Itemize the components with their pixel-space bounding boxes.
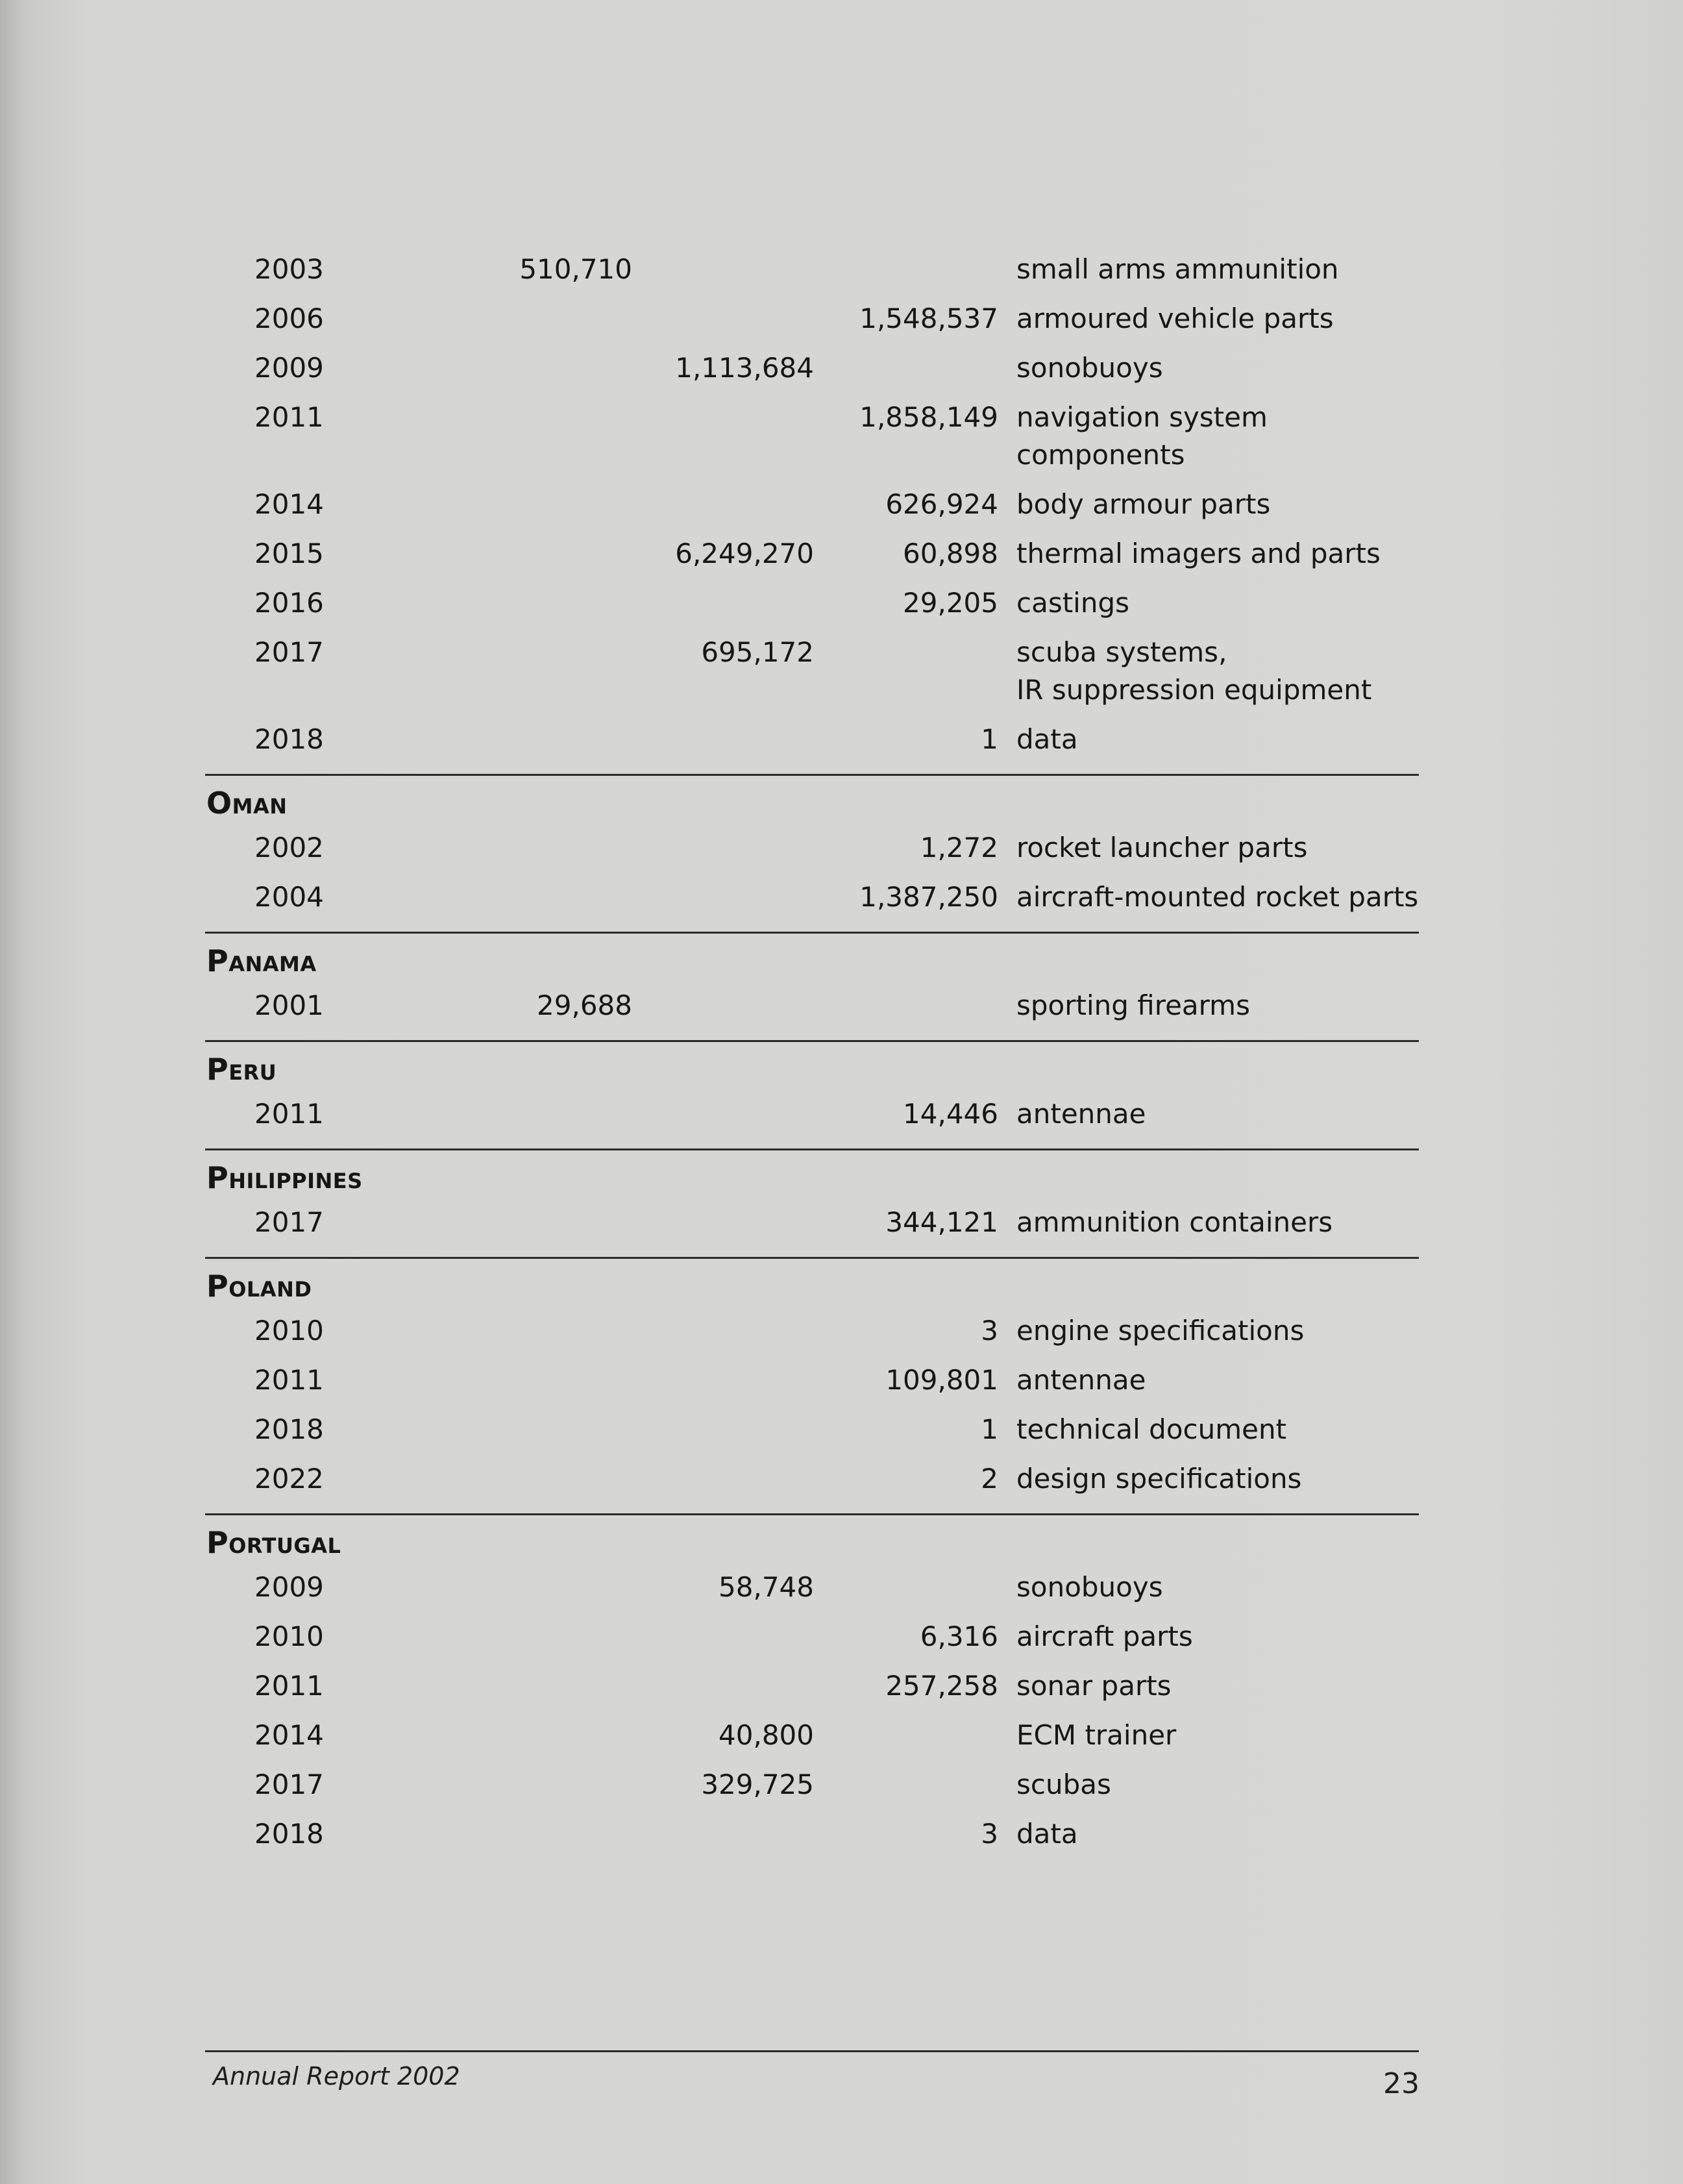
description-cell: rocket launcher parts <box>1016 832 1308 863</box>
table-row <box>205 1713 1419 1762</box>
description-cell: engine specifications <box>1016 1315 1305 1346</box>
footer-title: Annual Report 2002 <box>213 2062 460 2091</box>
table-row <box>205 531 1419 580</box>
table-row <box>205 1663 1419 1713</box>
description-cell: design specifications <box>1016 1463 1302 1495</box>
table-row <box>205 482 1419 531</box>
year-cell: 2022 <box>254 1463 324 1495</box>
table-row <box>205 1762 1419 1811</box>
year-cell: 2014 <box>254 488 324 520</box>
value-cell: 1 <box>981 723 998 755</box>
year-cell: 2017 <box>254 1768 324 1800</box>
table-row <box>205 1308 1419 1358</box>
description-cell: ammunition containers <box>1016 1206 1333 1238</box>
description-cell: small arms ammunition <box>1016 253 1339 285</box>
page-number: 23 <box>1383 2067 1419 2100</box>
year-cell: 2014 <box>254 1719 324 1751</box>
value-cell: 626,924 <box>885 488 998 520</box>
description-cell: aircraft-mounted rocket parts <box>1016 881 1419 913</box>
table-row <box>205 1614 1419 1663</box>
year-cell: 2009 <box>254 1571 324 1603</box>
description-cell: sonobuoys <box>1016 1571 1163 1603</box>
table-row <box>205 630 1419 717</box>
description-cell: antennae <box>1016 1098 1146 1130</box>
section-divider <box>205 1040 1419 1042</box>
value-cell: 60,898 <box>903 538 998 569</box>
value-cell: 1,272 <box>920 832 998 863</box>
year-cell: 2010 <box>254 1620 324 1652</box>
value-cell: 2 <box>981 1463 998 1495</box>
description-cell: aircraft parts <box>1016 1620 1193 1652</box>
value-cell: 29,205 <box>903 587 998 619</box>
year-cell: 2015 <box>254 538 324 569</box>
year-cell: 2017 <box>254 636 324 668</box>
year-cell: 2003 <box>254 253 324 285</box>
year-cell: 2017 <box>254 1206 324 1238</box>
description-cell: castings <box>1016 587 1130 619</box>
value-cell: 14,446 <box>903 1098 998 1130</box>
export-table <box>205 247 1419 1861</box>
section-divider <box>205 774 1419 776</box>
description-cell: scubas <box>1016 1768 1111 1800</box>
description-cell: body armour parts <box>1016 488 1271 520</box>
country-heading: Peru <box>206 1052 277 1087</box>
table-row <box>205 580 1419 630</box>
table-row <box>205 1091 1419 1141</box>
table-row <box>205 247 1419 296</box>
description-cell: sporting firearms <box>1016 989 1250 1021</box>
section-divider <box>205 1148 1419 1150</box>
table-row <box>205 1200 1419 1249</box>
year-cell: 2018 <box>254 1413 324 1445</box>
year-cell: 2006 <box>254 303 324 334</box>
year-cell: 2004 <box>254 881 324 913</box>
table-row <box>205 1407 1419 1456</box>
table-row <box>205 875 1419 924</box>
table-row <box>205 1456 1419 1506</box>
value-cell: 40,800 <box>719 1719 814 1751</box>
section-divider <box>205 1257 1419 1259</box>
table-row <box>205 345 1419 395</box>
table-row <box>205 983 1419 1032</box>
description-cell: data <box>1016 1818 1078 1850</box>
description-cell: armoured vehicle parts <box>1016 303 1334 334</box>
description-cell: data <box>1016 723 1078 755</box>
value-cell: 695,172 <box>701 636 814 668</box>
value-cell: 3 <box>981 1315 998 1346</box>
description-cell: scuba systems, IR suppression equipment <box>1016 636 1372 706</box>
year-cell: 2009 <box>254 352 324 384</box>
value-cell: 1 <box>981 1413 998 1445</box>
country-heading: Panama <box>206 943 317 978</box>
value-cell: 329,725 <box>701 1768 814 1800</box>
table-row <box>205 1811 1419 1861</box>
footer-divider <box>205 2050 1419 2052</box>
table-row <box>205 1565 1419 1614</box>
year-cell: 2010 <box>254 1315 324 1346</box>
year-cell: 2001 <box>254 989 324 1021</box>
year-cell: 2002 <box>254 832 324 863</box>
description-cell: sonobuoys <box>1016 352 1163 384</box>
value-cell: 58,748 <box>719 1571 814 1603</box>
value-cell: 6,249,270 <box>675 538 814 569</box>
table-row <box>205 825 1419 875</box>
table-row <box>205 395 1419 482</box>
section-divider <box>205 932 1419 934</box>
year-cell: 2011 <box>254 1364 324 1396</box>
description-cell: ECM trainer <box>1016 1719 1177 1751</box>
value-cell: 29,688 <box>537 989 632 1021</box>
value-cell: 6,316 <box>920 1620 998 1652</box>
country-heading: Philippines <box>206 1160 363 1195</box>
year-cell: 2018 <box>254 723 324 755</box>
value-cell: 510,710 <box>519 253 632 285</box>
table-row <box>205 1358 1419 1407</box>
description-cell: thermal imagers and parts <box>1016 538 1381 569</box>
value-cell: 1,858,149 <box>859 401 998 433</box>
description-cell: technical document <box>1016 1413 1287 1445</box>
year-cell: 2011 <box>254 1098 324 1130</box>
table-row <box>205 296 1419 345</box>
description-cell: sonar parts <box>1016 1670 1172 1702</box>
value-cell: 344,121 <box>885 1206 998 1238</box>
value-cell: 1,387,250 <box>859 881 998 913</box>
description-cell: antennae <box>1016 1364 1146 1396</box>
value-cell: 1,548,537 <box>859 303 998 334</box>
country-heading: Oman <box>206 786 288 821</box>
year-cell: 2016 <box>254 587 324 619</box>
value-cell: 257,258 <box>885 1670 998 1702</box>
country-heading: Poland <box>206 1269 312 1304</box>
section-divider <box>205 1513 1419 1515</box>
year-cell: 2018 <box>254 1818 324 1850</box>
year-cell: 2011 <box>254 1670 324 1702</box>
value-cell: 109,801 <box>885 1364 998 1396</box>
year-cell: 2011 <box>254 401 324 433</box>
country-heading: Portugal <box>206 1525 341 1560</box>
description-cell: navigation system components <box>1016 401 1268 471</box>
table-row <box>205 717 1419 766</box>
value-cell: 3 <box>981 1818 998 1850</box>
value-cell: 1,113,684 <box>675 352 814 384</box>
